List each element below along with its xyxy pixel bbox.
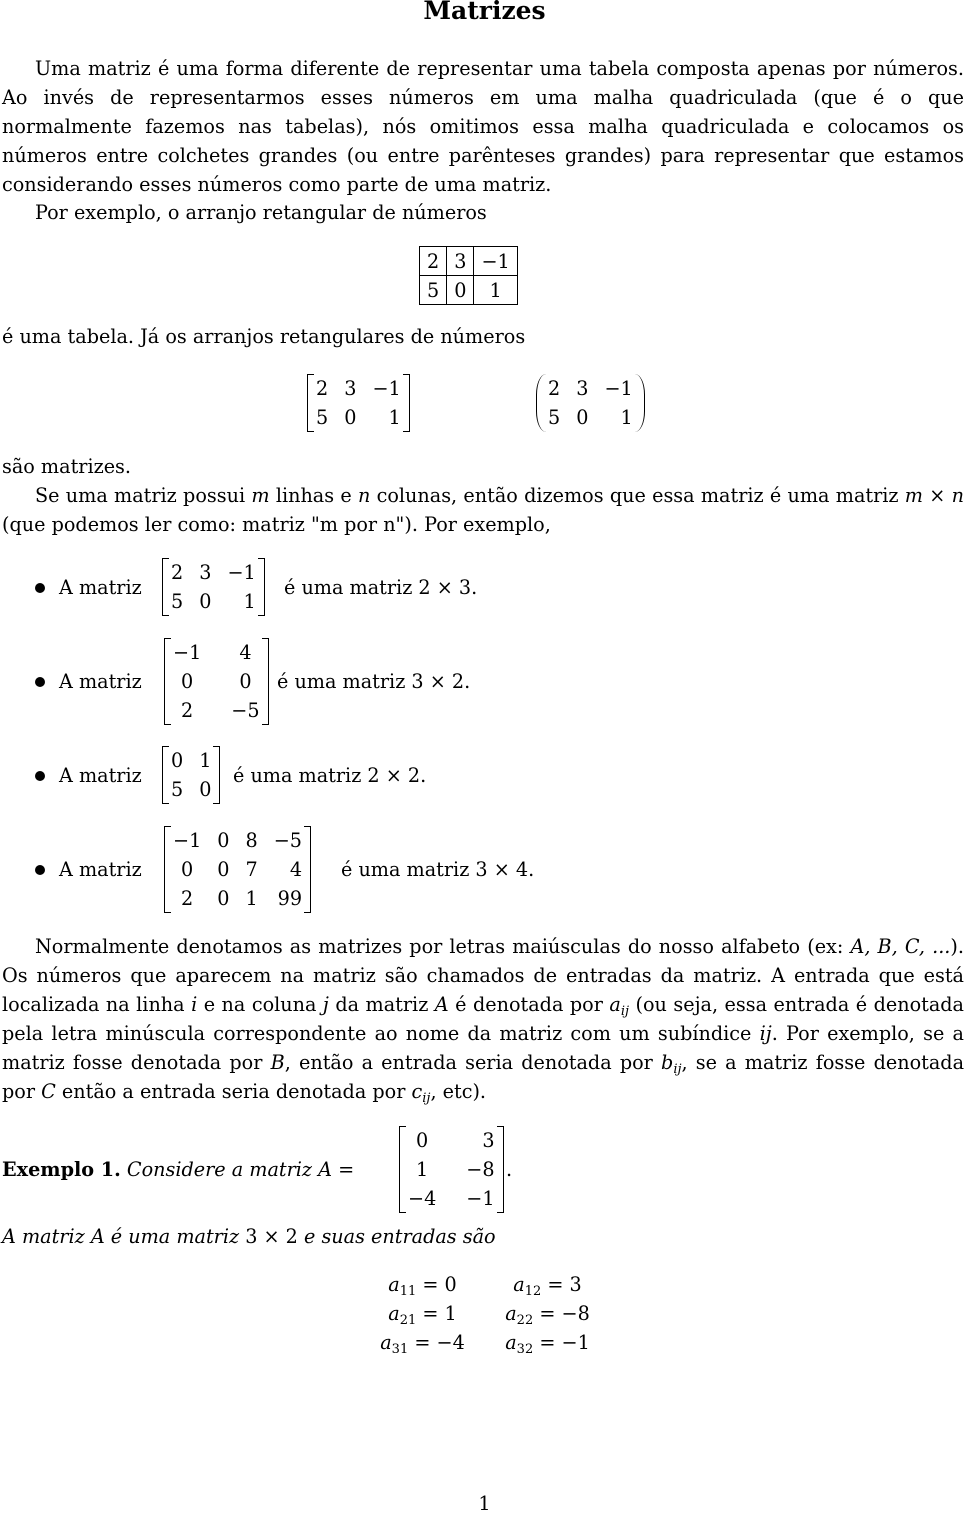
matrix-entry: 3 [576, 377, 589, 400]
entry [360, 1299, 485, 1328]
bullet-suffix: é uma matriz 3 × 4. [341, 858, 535, 881]
matrix-entry: 0 [181, 670, 194, 693]
text-run: , então a entrada seria denotada por [284, 1051, 662, 1074]
math-var: A [90, 1225, 105, 1248]
math-var: a [388, 1273, 400, 1296]
math-var: m [904, 484, 923, 507]
entries-list [360, 1270, 610, 1357]
text-run: ). Os números que aparecem na matriz são chamados de entradas da matriz. A entrada que está localizada na linha [2, 935, 964, 1016]
math-var: a [505, 1302, 517, 1325]
math-var: A [434, 993, 449, 1016]
matrix-entry: 8 [245, 829, 258, 852]
matrix-entry: −4 [408, 1187, 437, 1210]
table-row [420, 247, 518, 276]
matrix-entry: −1 [604, 377, 633, 400]
text-run: Se uma matriz possui [35, 484, 252, 507]
intro-paragraph: Uma matriz é uma forma diferente de representar uma tabela composta apenas por números. Ao invés de representarmos esses números em uma malha quadriculada (que é o que normalmente fazemos nas tabelas), nós omitimos essa malha quadriculada e colocamos os números entre colchetes grandes (ou entre parênteses grandes) para representar que estamos considerando esses números como parte de uma matriz. [2, 57, 964, 196]
text-run: linhas e [269, 484, 358, 507]
text-run: colunas, então dizemos que essa matriz é uma matriz [370, 484, 905, 507]
bullet-icon [35, 771, 45, 781]
math-subscript: ij [422, 1091, 431, 1106]
matrix-entry: 3 [344, 377, 357, 400]
right-bracket [304, 826, 311, 913]
math-var: a [505, 1331, 517, 1354]
right-bracket [213, 746, 220, 804]
math-var: n [357, 484, 371, 507]
bullet-matrix [164, 826, 311, 913]
matrix-entry: 5 [548, 406, 561, 429]
text-run: = [332, 1158, 355, 1181]
matrix-entry: −1 [466, 1187, 495, 1210]
example-statement [2, 1155, 354, 1184]
matrix-entry: 1 [416, 1158, 429, 1181]
matrix-entry: −5 [231, 699, 260, 722]
matrix-entry: 5 [316, 406, 329, 429]
matrix-entry: 99 [277, 887, 303, 910]
bullet-matrix [162, 558, 265, 616]
right-bracket [497, 1126, 504, 1213]
bullet-prefix: A matriz [59, 576, 142, 599]
matrix-entry: 0 [217, 887, 230, 910]
math-subscript: 12 [524, 1284, 542, 1299]
matrix-entry: 0 [217, 829, 230, 852]
table-cell: 5 [420, 276, 447, 305]
text-run: é uma matriz [104, 1225, 246, 1248]
bullet-suffix: é uma matriz 2 × 3. [284, 576, 478, 599]
math-var: B [270, 1051, 285, 1074]
entry [485, 1328, 610, 1357]
text-run: , se a matriz fosse denotada por [2, 1051, 965, 1103]
text-run: , etc). [430, 1080, 487, 1103]
text-run: da matriz [328, 993, 435, 1016]
matrix-entry: 1 [245, 887, 258, 910]
bullet-prefix: A matriz [59, 764, 142, 787]
matrix-entry: 0 [576, 406, 589, 429]
math-var: A [318, 1158, 333, 1181]
math-subscript: 31 [391, 1342, 409, 1357]
paren-matrix [536, 374, 645, 432]
text-run: Normalmente denotamos as matrizes por letras maiúsculas do nosso alfabeto (ex: [35, 935, 851, 958]
math-var: j [322, 993, 329, 1016]
math-subscript: 32 [516, 1342, 534, 1357]
after-table-text: é uma tabela. Já os arranjos retangulares de números [2, 325, 526, 348]
bullet-prefix: A matriz [59, 858, 142, 881]
text-run: Considere a matriz [126, 1158, 319, 1181]
example-period: . [506, 1158, 513, 1181]
matrix-entry: 0 [171, 749, 184, 772]
math-var: a [513, 1273, 525, 1296]
entry-value: = 0 [416, 1273, 457, 1296]
matrix-entry: 5 [171, 778, 184, 801]
bullet-matrix [164, 638, 269, 725]
right-bracket [403, 374, 410, 432]
matrix-entry: −1 [173, 829, 202, 852]
matrix-entry: 0 [181, 858, 194, 881]
matrix-entry: 2 [181, 887, 194, 910]
left-bracket [162, 558, 169, 616]
left-bracket [164, 826, 171, 913]
number-table [419, 246, 518, 305]
entries-row [360, 1299, 610, 1328]
left-bracket [307, 374, 314, 432]
math-var: C [41, 1080, 56, 1103]
page-number: 1 [478, 1492, 491, 1515]
bullet-icon [35, 865, 45, 875]
entry-value: = −1 [533, 1331, 590, 1354]
text-run: (que podemos ler como: matriz "m por n"). Por exemplo, [2, 513, 551, 536]
entry-value: = 3 [541, 1273, 582, 1296]
matrix-entry: 0 [199, 590, 212, 613]
text-run: então a entrada seria denotada por [55, 1080, 412, 1103]
math-var: ij [759, 1022, 772, 1045]
right-bracket [258, 558, 265, 616]
text-run: . Por exemplo, se a matriz fosse denotada por [2, 1022, 964, 1074]
math-var: b [661, 1051, 674, 1074]
entry-value: = −4 [408, 1331, 465, 1354]
math-subscript: ij [673, 1062, 682, 1077]
matrix-entry: −1 [173, 641, 202, 664]
math-var: A, B, C, ... [850, 935, 951, 958]
text-run: é denotada por [448, 993, 610, 1016]
text-run: 3 × 2 [245, 1225, 298, 1248]
matrix-entry: 0 [416, 1129, 429, 1152]
page-title: Matrizes [423, 0, 546, 25]
text-run: A matriz [2, 1225, 91, 1248]
table-cell: 2 [420, 247, 447, 276]
matrix-entry: 0 [239, 670, 252, 693]
bullet-suffix: é uma matriz 3 × 2. [277, 670, 471, 693]
matrix-entry: 1 [620, 406, 633, 429]
bullet-icon [35, 677, 45, 687]
matrix-entry: 0 [217, 858, 230, 881]
matrix-entry: −1 [227, 561, 256, 584]
example-label: Exemplo 1. [2, 1158, 121, 1181]
math-var: a [609, 993, 621, 1016]
notation-paragraph [2, 932, 964, 1106]
matrix-entry: 1 [388, 406, 401, 429]
math-var: c [411, 1080, 423, 1103]
dimension-paragraph [2, 481, 964, 539]
matrix-entry: 7 [245, 858, 258, 881]
right-bracket [262, 638, 269, 725]
matrix-entry: 2 [181, 699, 194, 722]
bullet-matrix [162, 746, 220, 804]
matrix-entry: 2 [548, 377, 561, 400]
entries-row [360, 1270, 610, 1299]
entry-value: = 1 [416, 1302, 457, 1325]
math-subscript: 21 [399, 1313, 417, 1328]
entry-value: = −8 [533, 1302, 590, 1325]
matrix-entry: 3 [199, 561, 212, 584]
text-run: × [923, 484, 952, 507]
bracket-matrix [307, 374, 410, 432]
table-cell: −1 [474, 247, 517, 276]
text-run: e na coluna [197, 993, 323, 1016]
table-cell: 3 [447, 247, 474, 276]
entry [485, 1270, 610, 1299]
example-matrix [399, 1126, 504, 1213]
matrix-entry: −8 [466, 1158, 495, 1181]
table-cell: 0 [447, 276, 474, 305]
right-paren [635, 374, 645, 432]
after-matrices-text: são matrizes. [2, 455, 132, 478]
matrix-entry: 0 [199, 778, 212, 801]
left-bracket [399, 1126, 406, 1213]
entry [485, 1299, 610, 1328]
matrix-entry: 4 [289, 858, 303, 881]
math-var: m [251, 484, 270, 507]
matrix-entry: 2 [171, 561, 184, 584]
text-run: (ou seja, essa entrada é denotada pela letra minúscula correspondente ao nome da matriz com um subíndice [2, 993, 964, 1045]
matrix-entry: 2 [316, 377, 329, 400]
math-subscript: ij [620, 1004, 630, 1019]
left-bracket [162, 746, 169, 804]
math-var: i [191, 993, 198, 1016]
matrix-entry: −5 [273, 829, 303, 852]
left-paren [536, 374, 546, 432]
math-subscript: 11 [399, 1284, 417, 1299]
matrix-entry: 5 [171, 590, 184, 613]
matrix-entry: −1 [372, 377, 401, 400]
math-var: n [951, 484, 964, 507]
bullet-prefix: A matriz [59, 670, 142, 693]
math-var: a [388, 1302, 400, 1325]
matrix-entry: 1 [243, 590, 256, 613]
left-bracket [164, 638, 171, 725]
bullet-icon [35, 583, 45, 593]
math-subscript: 22 [516, 1313, 534, 1328]
matrix-entry: 3 [482, 1129, 495, 1152]
matrix-entry: 4 [239, 641, 252, 664]
entry [360, 1328, 485, 1357]
matrix-entry: 1 [199, 749, 212, 772]
math-var: a [380, 1331, 392, 1354]
text-run: e suas entradas são [297, 1225, 496, 1248]
entry [360, 1270, 485, 1299]
table-cell: 1 [474, 276, 517, 305]
bullet-suffix: é uma matriz 2 × 2. [233, 764, 427, 787]
example-line-2 [2, 1222, 496, 1251]
matrix-entry: 0 [344, 406, 357, 429]
example-intro: Por exemplo, o arranjo retangular de números [35, 201, 487, 224]
table-row [420, 276, 518, 305]
entries-row [360, 1328, 610, 1357]
